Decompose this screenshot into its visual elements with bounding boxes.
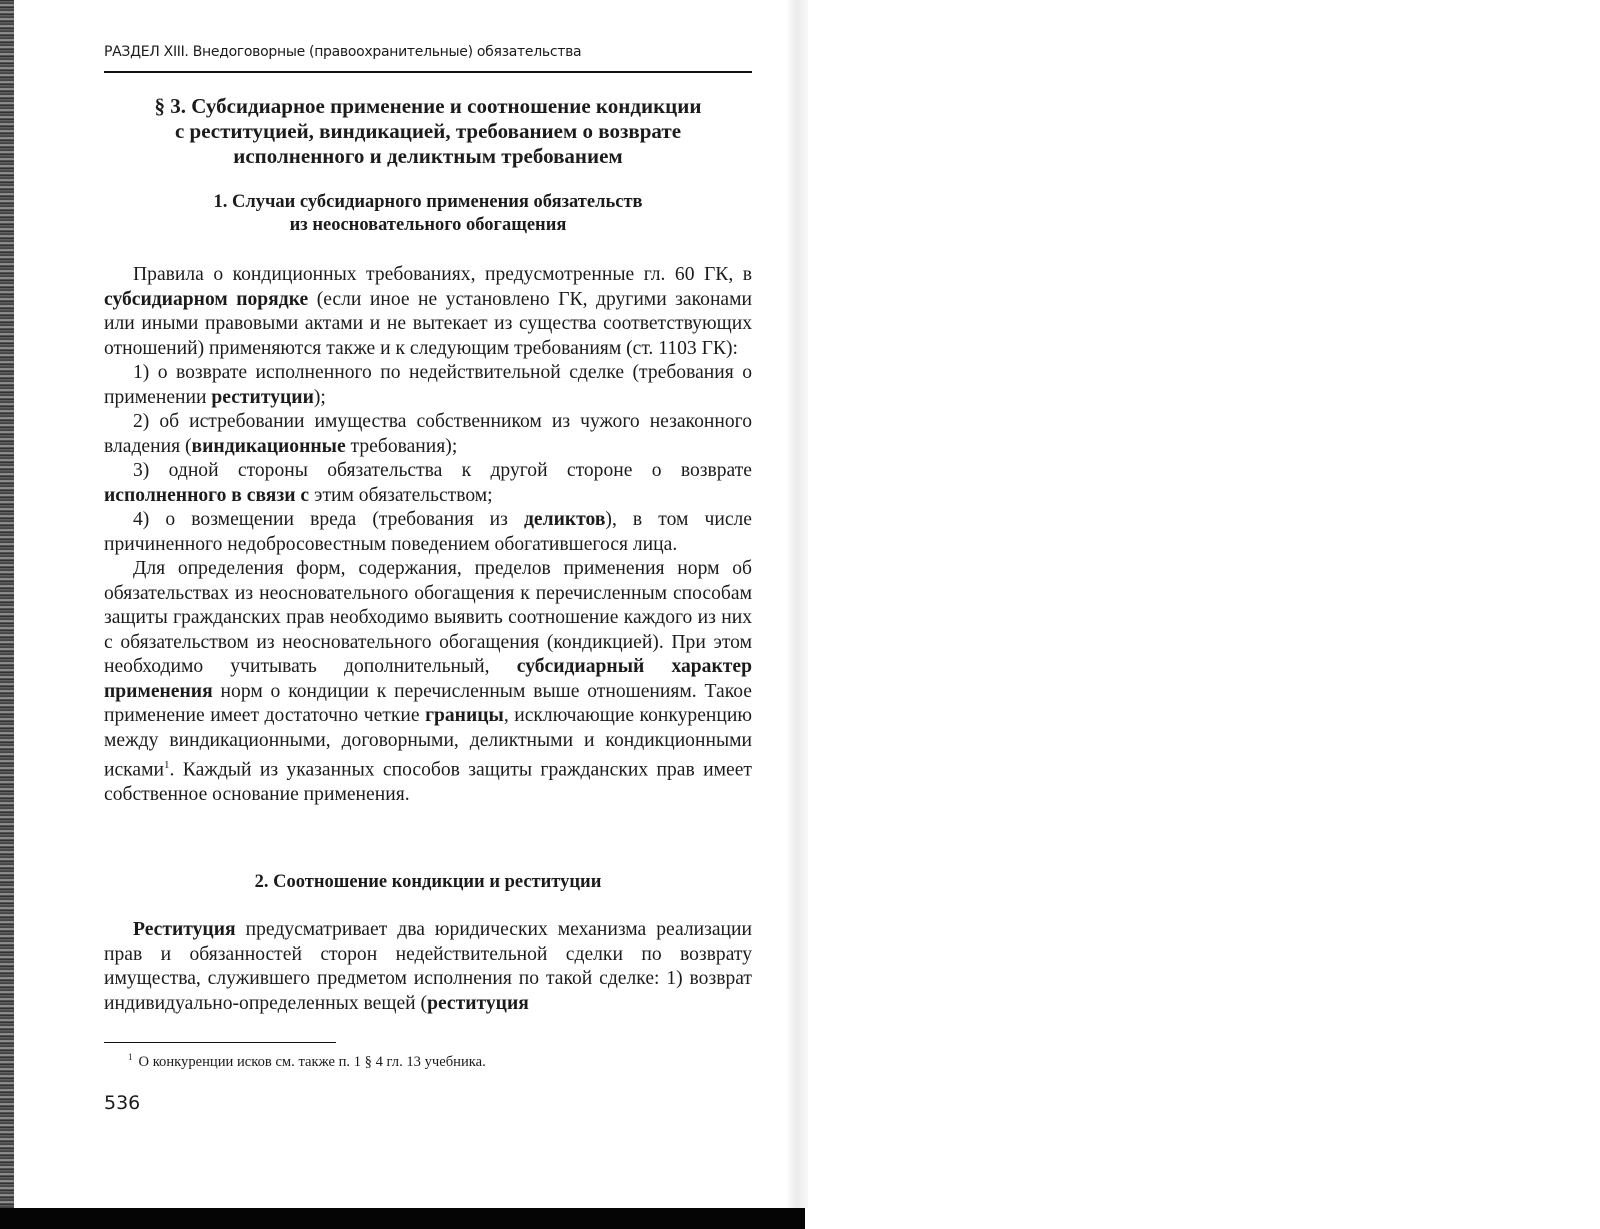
text-run: Для определения форм, содержания, пределов применения норм об обязательствах из неосновательного обогащения к перечисленным способам защиты гражданских прав необходимо выявить соотношение каждого из них с обязательством из неосновательного обогащения (кондикцией). При этом необходимо учитывать дополнительный, xyxy=(104,558,752,677)
section-title xyxy=(104,94,752,169)
page-fold xyxy=(786,0,808,1208)
text-run: этим обязательством; xyxy=(309,484,493,506)
section-title-line: § 3. Субсидиарное применение и соотношение кондикции xyxy=(154,94,702,118)
paragraph xyxy=(104,508,752,557)
bold-term: субсидиарном порядке xyxy=(104,288,309,310)
bold-term: исполненного в связи с xyxy=(104,484,310,506)
subheading-line: из неосновательного обогащения xyxy=(289,215,567,235)
text-run: Правила о кондиционных требованиях, предусмотренные гл. 60 ГК, в xyxy=(133,264,752,285)
bold-term: реституции xyxy=(211,386,314,408)
bold-term: деликтов xyxy=(523,509,606,530)
section-title-line: исполненного и деликтным требованием xyxy=(233,144,623,168)
text-run: 3) одной стороны обязательства к другой стороне о возврате xyxy=(133,460,752,481)
text-run: , исключающие конкуренцию между виндикационными, договорными, деликтными и кондикционными исками xyxy=(104,705,752,781)
paragraph xyxy=(104,263,752,361)
bold-term: реституция xyxy=(427,992,529,1014)
text-run: требования); xyxy=(345,435,458,457)
text-run: предусматривает два юридических механизма реализации прав и обязанностей сторон недействительной сделки по возврату имущества, служившего предметом исполнения по такой сделке: 1) возврат индивидуально-определенных вещей ( xyxy=(104,919,752,1014)
text-run: 4) о возмещении вреда (требования из xyxy=(133,509,524,530)
bold-term: Реституция xyxy=(133,919,236,940)
bold-term: виндикационные xyxy=(191,435,346,457)
text-run: . Каждый из указанных способов защиты гражданских прав имеет собственное основание применения. xyxy=(104,759,752,806)
paragraph xyxy=(104,918,752,1016)
footnote-mark: 1 xyxy=(128,1052,133,1062)
bold-term: субсидиарный характер применения xyxy=(104,656,752,702)
paragraph xyxy=(104,361,752,410)
running-head: РАЗДЕЛ XIII. Внедоговорные (правоохранительные) обязательства xyxy=(104,44,582,60)
footnote-ref: 1 xyxy=(164,759,170,771)
footnote-text: О конкуренции исков см. также п. 1 § 4 гл. 13 учебника. xyxy=(138,1053,486,1070)
text-run: ), в том числе причиненного недобросовестным поведением обогатившегося лица. xyxy=(104,509,752,555)
paragraph xyxy=(104,459,752,508)
body-text-2 xyxy=(104,918,752,1016)
text-run: ); xyxy=(313,386,326,408)
section-title-line: с реституцией, виндикацией, требованием о возврате xyxy=(174,119,682,143)
subheading-2 xyxy=(104,871,752,894)
text-run: 1) о возврате исполненного по недействительной сделке (требования о применении xyxy=(104,362,752,408)
footnote xyxy=(128,1052,486,1071)
header-rule xyxy=(104,71,752,73)
subheading-line: 2. Соотношение кондикции и реституции xyxy=(254,872,602,892)
text-run: (если иное не установлено ГК, другими законами или иными правовыми актами и не вытекает из существа соответствующих отношений) применяются также и к следующим требованиям (ст. 1103 ГК): xyxy=(104,288,753,359)
scan-edge xyxy=(0,0,14,1229)
subheading-1 xyxy=(104,191,752,237)
subheading-line: 1. Случаи субсидиарного применения обязательств xyxy=(213,192,643,212)
scan-bottom-band xyxy=(0,1208,805,1229)
text-run: 2) об истребовании имущества собственником из чужого незаконного владения ( xyxy=(104,411,752,457)
paragraph xyxy=(104,410,752,459)
paragraph xyxy=(104,557,752,808)
footnote-rule xyxy=(104,1042,336,1043)
page-number: 536 xyxy=(104,1092,141,1114)
body-text-1 xyxy=(104,263,752,808)
text-run: норм о кондиции к перечисленным выше отношениям. Такое применение имеет достаточно четкие xyxy=(104,680,752,726)
bold-term: границы xyxy=(425,705,504,726)
